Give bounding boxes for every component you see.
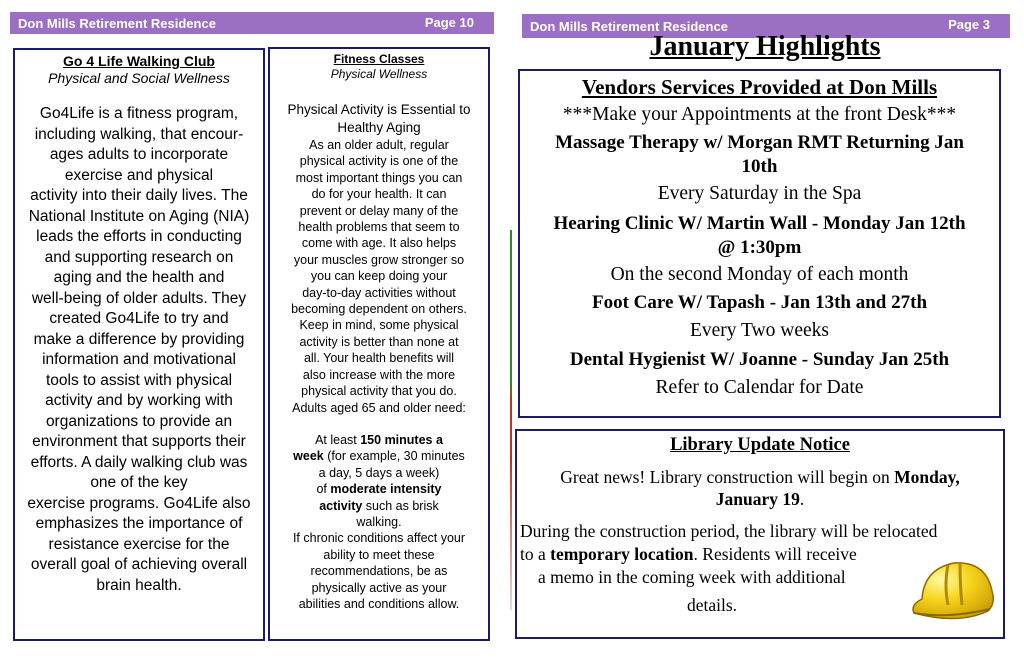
walking-club-line: efforts. A daily walking club was — [30, 453, 248, 471]
walking-club-line: emphasizes the importance of — [35, 515, 243, 532]
walking-club-line: and supporting research on — [44, 248, 234, 266]
hearing-clinic: Hearing Clinic W/ Martin Wall - Monday Jan 12th @ 1:30pm — [553, 213, 966, 258]
fitness-body-line: do for your health. It can — [311, 187, 447, 202]
fitness-title: Fitness Classes — [333, 52, 425, 66]
fitness-body-line: most important things you can — [295, 170, 463, 185]
fitness-chronic-line: If chronic conditions affect your — [292, 531, 466, 546]
highlights-title: January Highlights — [649, 31, 881, 62]
walking-club-body — [15, 104, 263, 596]
fitness-body-line: day-to-day activities without — [302, 285, 456, 300]
walking-club-line: including walking, that encour- — [34, 125, 244, 143]
fitness-body-line: you can keep doing your — [310, 269, 448, 284]
walking-club-line: environment that supports their — [32, 433, 246, 450]
fitness-chronic-line: ability to meet these — [323, 547, 435, 562]
fitness-classes-box — [268, 47, 490, 641]
walking-club-line: brain health. — [96, 576, 182, 594]
fitness-subtitle: Physical Wellness — [330, 67, 428, 81]
left-page-header — [10, 12, 494, 34]
walking-club-line: organizations to provide an — [45, 412, 233, 430]
massage-therapy: Massage Therapy w/ Morgan RMT Returning Jan 10th — [555, 132, 964, 177]
page-fold-divider — [510, 230, 512, 610]
massage-schedule: Every Saturday in the Spa — [657, 183, 862, 204]
fitness-body-line: Keep in mind, some physical — [299, 318, 459, 333]
fitness-body-line: becoming dependent on others. — [291, 302, 467, 317]
walking-club-line: information and motivational — [42, 351, 236, 368]
fitness-body-line: physical activity is one of the — [299, 154, 459, 169]
residence-name-right: Don Mills Retirement Residence — [530, 19, 728, 34]
walking-club-line: one of the key — [90, 474, 188, 491]
fitness-body-line: health problems that seem to — [298, 220, 460, 235]
dental-schedule: Refer to Calendar for Date — [655, 377, 864, 398]
walking-club-line: activity and by working with — [45, 392, 233, 409]
fitness-body-line: also increase with the more — [302, 367, 456, 382]
walking-club-line: leads the efforts in conducting — [36, 228, 242, 245]
fitness-chronic-line: recommendations, be as — [310, 564, 448, 579]
walking-club-line: aging and the health and — [53, 269, 225, 286]
library-paragraph-2: During the construction period, the library will be relocated to a temporary location. Residents will receive a memo in the coming week with additional details. — [520, 521, 938, 615]
fitness-body-line: all. Your health benefits will — [303, 351, 455, 366]
fitness-body-line: prevent or delay many of the — [299, 203, 459, 218]
appointments-note: ***Make your Appointments at the front Desk*** — [562, 104, 957, 125]
dental-hygienist: Dental Hygienist W/ Joanne - Sunday Jan 25th — [569, 349, 950, 370]
fitness-body-line: activity is better than none at — [299, 334, 459, 349]
walking-club-subtitle: Physical and Social Wellness — [48, 70, 230, 86]
fitness-body-line: physical activity that you do. — [301, 384, 457, 399]
page-number-right: Page 3 — [948, 17, 990, 32]
walking-club-line: exercise programs. Go4Life also — [27, 494, 251, 512]
walking-club-line: ages adults to incorporate — [49, 146, 229, 163]
hard-hat-icon — [908, 555, 998, 625]
hearing-schedule: On the second Monday of each month — [610, 264, 909, 285]
page-number: Page 10 — [424, 15, 474, 30]
library-title: Library Update Notice — [670, 435, 850, 455]
fitness-chronic-note — [270, 530, 488, 612]
fitness-chronic-line: physically active as your — [311, 580, 447, 595]
fitness-body-line: As an older adult, regular — [309, 138, 449, 152]
walking-club-line: Go4Life is a fitness program, — [39, 105, 239, 122]
fitness-body-line: your muscles grow stronger so — [293, 252, 465, 267]
fitness-chronic-line: abilities and conditions allow. — [298, 596, 460, 611]
walking-club-line: National Institute on Aging (NIA) — [28, 207, 250, 225]
library-paragraph-1: Great news! Library construction will begin on Monday, January 19. — [560, 467, 960, 509]
fitness-body-line: come with age. It also helps — [301, 236, 457, 251]
foot-care-schedule: Every Two weeks — [689, 320, 830, 341]
fitness-needs: At least 150 minutes a week (for example, 30 minutes a day, 5 days a week) of moderate intensity activity such as brisk walking. — [293, 432, 465, 529]
walking-club-title: Go 4 Life Walking Club — [63, 53, 215, 69]
residence-name: Don Mills Retirement Residence — [18, 16, 216, 31]
walking-club-box — [13, 48, 265, 641]
fitness-heading: Physical Activity is Essential to Healthy Aging — [287, 102, 471, 135]
fitness-body-line: Adults aged 65 and older need: — [292, 400, 466, 415]
walking-club-line: exercise and physical — [64, 166, 214, 184]
foot-care: Foot Care W/ Tapash - Jan 13th and 27th — [591, 292, 928, 313]
walking-club-line: tools to assist with physical — [45, 371, 233, 389]
vendors-box — [518, 69, 1001, 418]
walking-club-line: overall goal of achieving overall — [30, 556, 248, 573]
walking-club-line: activity into their daily lives. The — [30, 187, 248, 204]
fitness-body — [270, 137, 488, 416]
walking-club-line: well-being of older adults. They — [31, 289, 247, 307]
walking-club-line: make a difference by providing — [33, 330, 245, 348]
walking-club-line: created Go4Life to try and — [49, 310, 229, 327]
walking-club-line: resistance exercise for the — [48, 535, 230, 553]
vendors-title: Vendors Services Provided at Don Mills — [581, 75, 938, 99]
